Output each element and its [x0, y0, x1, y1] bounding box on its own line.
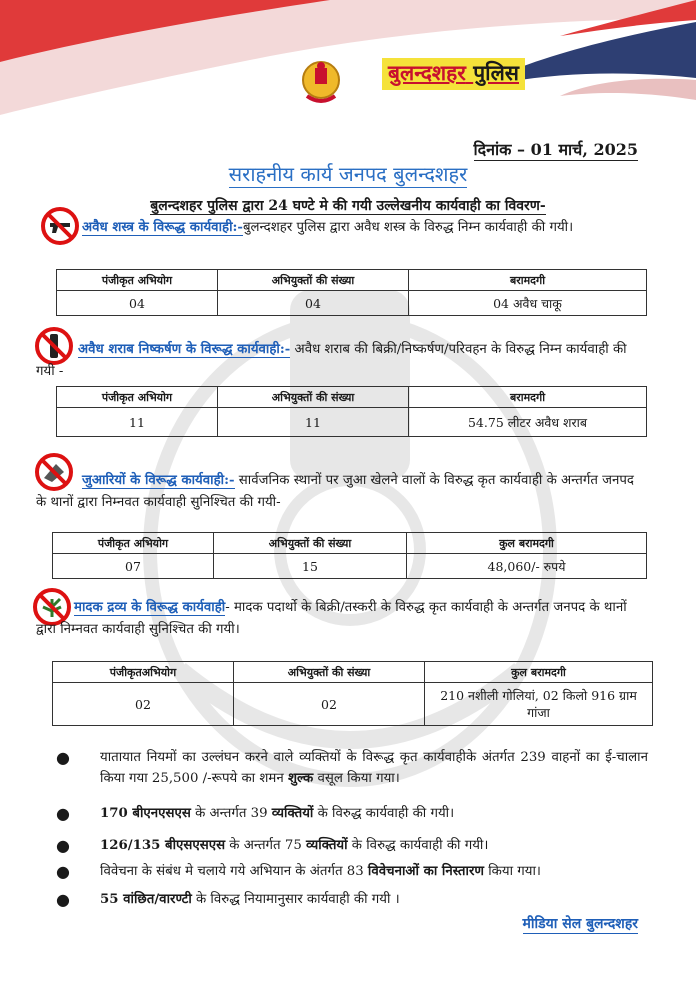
- text-span: के विरुद्ध नियामानुसार कार्यवाही की गयी ।: [191, 892, 400, 907]
- date-label: दिनांक – 01 मार्च, 2025: [473, 140, 638, 159]
- text-span: के विरुद्ध कार्यवाही की गयी।: [347, 838, 489, 853]
- table-weapons: [56, 269, 647, 316]
- bold-text: विवेचनाओं का निस्तारण: [367, 864, 484, 879]
- brand-part1: बुलन्दशहर: [388, 61, 466, 85]
- bold-text: 55 वांछित/वारण्टी: [100, 892, 192, 907]
- table-cell: 15: [214, 554, 407, 579]
- table-header: अभियुक्तों की संख्या: [214, 533, 407, 554]
- table-drugs: [52, 661, 653, 726]
- table-header: अभियुक्तों की संख्या: [218, 270, 409, 291]
- bold-text: 170 बीएनएसएस: [100, 806, 191, 821]
- table-header: कुल बरामदगी: [407, 533, 647, 554]
- header-banner-art: [0, 0, 696, 130]
- page-title: सराहनीय कार्य जनपद बुलन्दशहर: [228, 162, 468, 186]
- table-header: बरामदगी: [409, 270, 647, 291]
- table-cell: 11: [57, 408, 218, 437]
- bold-text: शुल्क: [287, 771, 314, 786]
- page-subtitle: बुलन्दशहर पुलिस द्वारा 24 घण्टे मे की गयी उल्लेखनीय कार्यवाही का विवरण-: [150, 198, 546, 214]
- table-cell: 54.75 लीटर अवैध शराब: [409, 408, 647, 437]
- section-alcohol-text: अवैध शराब निष्कर्षण के विरूद्ध कार्यवाही:- अवैध शराब की बिक्री/निष्कर्षण/परिवहन के विरुद्ध निम्न कार्यवाही की गयी -: [36, 342, 627, 379]
- watermark-emblem: [120, 250, 580, 810]
- table-header: अभियुक्तों की संख्या: [234, 662, 425, 683]
- table-header: बरामदगी: [409, 387, 647, 408]
- text-span: यातायात नियमों का उल्लंघन करने वाले व्यक्तियों के विरूद्ध कृत कार्यवाहीके अंतर्गत 239 वाहनों का ई-चालान किया गया 25,500 /-रूपये का शमन: [100, 750, 648, 786]
- text-span: के अन्तर्गत 75: [225, 838, 306, 853]
- footer-signature: मीडिया सेल बुलन्दशहर: [522, 916, 638, 932]
- text-span: विवेचना के संबंध मे चलाये गये अभियान के अंतर्गत 83: [100, 864, 368, 879]
- table-cell: 04: [218, 291, 409, 316]
- brand-title: [382, 58, 525, 90]
- table-header: पंजीकृत अभियोग: [53, 533, 214, 554]
- table-alcohol: [56, 386, 647, 437]
- table-header: पंजीकृतअभियोग: [53, 662, 234, 683]
- bold-text: व्यक्तियों: [271, 806, 314, 821]
- table-header: पंजीकृत अभियोग: [57, 387, 218, 408]
- table-cell: 07: [53, 554, 214, 579]
- text-span: के विरुद्ध कार्यवाही की गयी।: [313, 806, 455, 821]
- table-cell: 11: [218, 408, 409, 437]
- text-span: के अन्तर्गत 39: [190, 806, 272, 821]
- bold-text: व्यक्तियों: [306, 838, 348, 853]
- table-cell: 02: [53, 683, 234, 726]
- table-gambling: [52, 532, 647, 579]
- text-span: किया गया।: [484, 864, 541, 879]
- police-emblem-icon: [295, 56, 347, 108]
- table-cell: 02: [234, 683, 425, 726]
- table-cell: 48,060/- रुपये: [407, 554, 647, 579]
- table-header: अभियुक्तों की संख्या: [218, 387, 409, 408]
- table-header: पंजीकृत अभियोग: [57, 270, 218, 291]
- table-cell: 04 अवैध चाकू: [409, 291, 647, 316]
- table-cell: 04: [57, 291, 218, 316]
- brand-part2: पुलिस: [473, 61, 520, 85]
- bold-text: 126/135 बीएसएसएस: [100, 838, 226, 853]
- section-weapons-text: अवैध शस्त्र के विरूद्ध कार्यवाही:-बुलन्दशहर पुलिस द्वारा अवैध शस्त्र के विरुद्ध निम्न कार्यवाही की गयी।: [82, 220, 574, 235]
- table-header: कुल बरामदगी: [425, 662, 653, 683]
- text-span: वसूल किया गया।: [313, 771, 400, 786]
- section-drugs-text: मादक द्रव्य के विरूद्ध कार्यवाही- मादक पदार्थो के बिक्री/तस्करी के विरुद्ध कृत कार्यवाही के अन्तर्गत जनपद के थानों द्वारा निम्नवत कार्यवाही सुनिश्चित की गयी।: [36, 600, 627, 637]
- table-cell: 210 नशीली गोलियां, 02 किलो 916 ग्राम गांजा: [425, 683, 653, 726]
- section-gambling-text: जुआरियों के विरूद्ध कार्यवाही:- सार्वजनिक स्थानों पर जुआ खेलने वालों के विरुद्ध कृत कार्यवाही के अन्तर्गत जनपद के थानों द्वारा निम्नवत कार्यवाही सुनिश्चित की गयी-: [36, 473, 634, 510]
